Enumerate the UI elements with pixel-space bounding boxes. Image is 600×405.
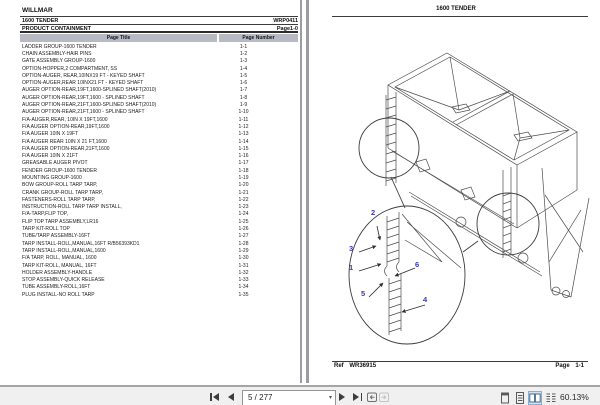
toc-entry-page-number: 1-14: [238, 138, 249, 145]
document-page-left: [0, 0, 302, 383]
toc-entry-page-number: 1-35: [238, 291, 249, 298]
toc-entry-page-number: 1-30: [238, 255, 249, 262]
toc-row[interactable]: [22, 131, 298, 138]
toc-entry-page-number: 1-13: [238, 131, 249, 138]
first-page-button[interactable]: [210, 391, 219, 403]
toc-entry-page-number: 1-26: [238, 226, 249, 233]
next-page-icon: [339, 393, 345, 401]
toc-entry-page-number: 1-25: [238, 218, 249, 225]
zoom-level[interactable]: 60.13%: [560, 392, 589, 402]
toc-entry-page-number: 1-10: [238, 109, 249, 116]
toc-entry-page-number: 1-34: [238, 284, 249, 291]
previous-page-button[interactable]: [228, 391, 234, 403]
toc-entry-title: TARP KIT-ROLL, MANUAL, 16FT: [22, 262, 97, 269]
toc-entry-page-number: 1-20: [238, 182, 249, 189]
toc-body: [22, 43, 298, 298]
toc-row[interactable]: [22, 145, 298, 152]
header-rule-3: [20, 31, 298, 33]
callout-number-1: 1: [349, 263, 354, 272]
toc-entry-page-number: 1-15: [238, 145, 249, 152]
toc-table-header: [20, 34, 298, 42]
two-page-scrolling-view-icon: [545, 392, 557, 404]
toc-row[interactable]: [22, 167, 298, 174]
toc-row[interactable]: [22, 291, 298, 298]
continuous-scroll-view-button[interactable]: [513, 391, 527, 405]
page-label: Page1-0: [276, 25, 298, 32]
toc-entry-title: F/A AUGER 10IN X 19FT: [22, 131, 79, 138]
toc-entry-page-number: 1-5: [239, 72, 248, 79]
single-page-view-icon: [499, 392, 511, 404]
toc-entry-page-number: 1-11: [238, 116, 249, 123]
toc-entry-page-number: 1-18: [238, 167, 249, 174]
toc-entry-page-number: 1-8: [239, 94, 248, 101]
toc-entry-page-number: 1-4: [239, 65, 248, 72]
toc-entry-title: CRANK GROUP-ROLL TARP TARP,: [22, 189, 103, 196]
ref-value: WR36915: [349, 363, 377, 369]
toc-entry-title: HOLDER ASSEMBLY-HANDLE: [22, 269, 93, 276]
toc-entry-title: AUGER OPTION-REAR,21FT,1600-SPLINED SHAFT(2010): [22, 102, 157, 109]
toc-entry-page-number: 1-7: [239, 87, 248, 94]
last-page-button[interactable]: [353, 391, 362, 403]
toc-row[interactable]: [22, 255, 298, 262]
footer-page-label: Page: [555, 363, 570, 369]
toc-entry-page-number: 1-31: [238, 262, 249, 269]
toc-entry-title: TARP KIT-ROLL TOP: [22, 226, 70, 233]
toc-entry-page-number: 1-16: [238, 153, 249, 160]
two-page-view-button[interactable]: [528, 391, 542, 405]
toc-entry-title: F/A-TARP,FLIP TOP,: [22, 211, 68, 218]
callout-number-2: 2: [371, 208, 376, 217]
toc-row[interactable]: [22, 94, 298, 101]
document-page-right: [306, 0, 600, 383]
toc-entry-page-number: 1-1: [239, 43, 248, 50]
toc-row[interactable]: [22, 123, 298, 130]
toc-row[interactable]: [22, 109, 298, 116]
toc-row[interactable]: [22, 87, 298, 94]
toc-entry-title: TARP INSTALL-ROLL,MANUAL,1600: [22, 247, 106, 254]
toc-entry-title: FENDER GROUP-1600 TENDER: [22, 167, 97, 174]
toc-entry-page-number: 1-28: [238, 240, 249, 247]
callout-number-4: 4: [423, 295, 428, 304]
diagram-page-title: 1600 TENDER: [436, 6, 476, 12]
toc-entry-page-number: 1-9: [239, 102, 248, 109]
toc-entry-title: TARP INSTALL-ROLL,MANUAL,16FT R/B56393KD1: [22, 240, 140, 247]
next-view-icon: [378, 391, 390, 403]
toc-entry-title: CHAIN ASSEMBLY-HAIR PINS: [22, 50, 92, 57]
toc-row[interactable]: [22, 284, 298, 291]
toc-entry-title: FLIP TOP TARP ASSEMBLY,LR16: [22, 218, 99, 225]
callout-number-3: 3: [349, 244, 354, 253]
toc-row[interactable]: [22, 204, 298, 211]
toc-row[interactable]: [22, 233, 298, 240]
toc-entry-page-number: 1-32: [238, 269, 249, 276]
pdf-toolbar: [0, 385, 600, 405]
toc-row[interactable]: [22, 50, 298, 57]
toc-entry-title: PLUG INSTALL-NO ROLL TARP: [22, 291, 95, 298]
toc-row[interactable]: [22, 247, 298, 254]
diagram-footer-rule: [332, 361, 588, 362]
toc-row[interactable]: [22, 101, 298, 108]
toc-entry-page-number: 1-12: [238, 123, 249, 130]
toc-entry-page-number: 1-33: [238, 277, 249, 284]
toc-entry-title: F/A AUGER 10IN X 21FT: [22, 153, 79, 160]
toc-row[interactable]: [22, 58, 298, 65]
toc-row[interactable]: [22, 116, 298, 123]
toc-row[interactable]: [22, 43, 298, 50]
toc-row[interactable]: [22, 240, 298, 247]
toc-row[interactable]: [22, 72, 298, 79]
toc-entry-title: GREASABLE AUGER PIVOT: [22, 160, 88, 167]
toc-entry-page-number: 1-6: [239, 80, 248, 87]
two-page-scrolling-view-button[interactable]: [544, 391, 558, 405]
toc-row[interactable]: [22, 189, 298, 196]
toc-row[interactable]: [22, 269, 298, 276]
toc-entry-page-number: 1-2: [239, 50, 248, 57]
toc-row[interactable]: [22, 225, 298, 232]
page-number-box: [242, 390, 336, 405]
tender-diagram: [309, 0, 600, 383]
next-view-button[interactable]: [378, 391, 390, 403]
section-title: PRODUCT CONTAINMENT: [22, 25, 91, 32]
toc-entry-page-number: 1-21: [238, 189, 249, 196]
toc-entry-title: F/A-AUGER,REAR, 10IN X 19FT,1600: [22, 116, 108, 123]
toc-row[interactable]: [22, 218, 298, 225]
toc-entry-title: BOW GROUP-ROLL TARP TARP,: [22, 182, 98, 189]
toc-entry-title: INSTRUCTION-ROLL TARP TARP INSTALL,: [22, 204, 122, 211]
toc-row[interactable]: [22, 262, 298, 269]
first-page-icon: [210, 393, 212, 401]
toc-row[interactable]: [22, 174, 298, 181]
single-page-view-button[interactable]: [498, 391, 512, 405]
toc-row[interactable]: [22, 211, 298, 218]
toc-entry-title: F/A AUGER REAR 10IN X 21 FT,1600: [22, 138, 107, 145]
two-page-view-icon: [529, 392, 541, 404]
toc-entry-title: AUGER OPTION-REAR,19FT,1600 - SPLINED SHAFT: [22, 94, 145, 101]
toc-row[interactable]: [22, 160, 298, 167]
toc-entry-title: F/A AUGER OPTION-REAR,21FT,1600: [22, 145, 110, 152]
toc-row[interactable]: [22, 79, 298, 86]
callout-number-6: 6: [415, 260, 420, 269]
toc-entry-title: MOUNTING GROUP-1600: [22, 174, 82, 181]
toc-entry-title: OPTION-AUGER, REAR,10INX19 FT - KEYED SHAFT: [22, 72, 145, 79]
previous-view-icon: [366, 391, 378, 403]
model-title: 1600 TENDER: [22, 17, 59, 24]
toc-entry-title: F/A AUGER OPTION-REAR,19FT,1600: [22, 123, 110, 130]
toc-entry-page-number: 1-22: [238, 196, 249, 203]
doc-code: WRP0411: [273, 17, 298, 24]
toc-entry-title: OPTION-HOPPER,2 COMPARTMENT, SS: [22, 65, 118, 72]
toc-entry-title: FASTENERS-ROLL TARP TARP,: [22, 196, 96, 203]
toc-entry-title: F/A TARP, ROLL, MANUAL, 1600: [22, 255, 97, 262]
next-page-button[interactable]: [339, 391, 345, 403]
toc-entry-title: STOP ASSEMBLY-QUICK RELEASE: [22, 277, 105, 284]
toc-entry-page-number: 1-29: [238, 247, 249, 254]
page-dropdown-caret-icon[interactable]: ▾: [328, 395, 332, 401]
column-header-page-title: Page Title: [20, 34, 217, 42]
toc-entry-title: TUBE/TARP ASSEMBLY-16FT: [22, 233, 91, 240]
toc-entry-title: TUBE ASSEMBLY-ROLL,16FT: [22, 284, 91, 291]
brand-title: WILLMAR: [22, 7, 53, 14]
previous-view-button[interactable]: [366, 391, 378, 403]
footer-page-value: 1-1: [575, 363, 584, 369]
toc-entry-title: AUGER OPTION-REAR,19FT,1600-SPLINED SHAFT(2010): [22, 87, 157, 94]
previous-page-icon: [228, 393, 234, 401]
toc-entry-title: LADDER GROUP-1600 TENDER: [22, 43, 97, 50]
toc-row[interactable]: [22, 277, 298, 284]
toc-row[interactable]: [22, 138, 298, 145]
toc-entry-page-number: 1-19: [238, 174, 249, 181]
toc-entry-page-number: 1-27: [238, 233, 249, 240]
toc-row[interactable]: [22, 196, 298, 203]
callout-number-5: 5: [361, 289, 366, 298]
page-number-input[interactable]: [243, 393, 327, 402]
toc-entry-title: AUGER OPTION-REAR,21FT,1600 - SPLINED SHAFT: [22, 109, 145, 116]
toc-entry-page-number: 1-3: [239, 58, 248, 65]
toc-entry-title: GATE ASSEMBLY GROUP-1600: [22, 58, 96, 65]
toc-entry-page-number: 1-24: [238, 211, 249, 218]
toc-row[interactable]: [22, 152, 298, 159]
toc-entry-page-number: 1-17: [238, 160, 249, 167]
toc-entry-page-number: 1-23: [238, 204, 249, 211]
continuous-scroll-view-icon: [514, 392, 526, 404]
toc-row[interactable]: [22, 65, 298, 72]
column-header-page-number: Page Number: [219, 34, 298, 42]
last-page-icon: [353, 393, 359, 401]
toc-entry-title: OPTION-AUGER,REAR 10INX21 FT - KEYED SHAFT: [22, 80, 144, 87]
ref-label: Ref: [334, 363, 344, 369]
toc-row[interactable]: [22, 182, 298, 189]
